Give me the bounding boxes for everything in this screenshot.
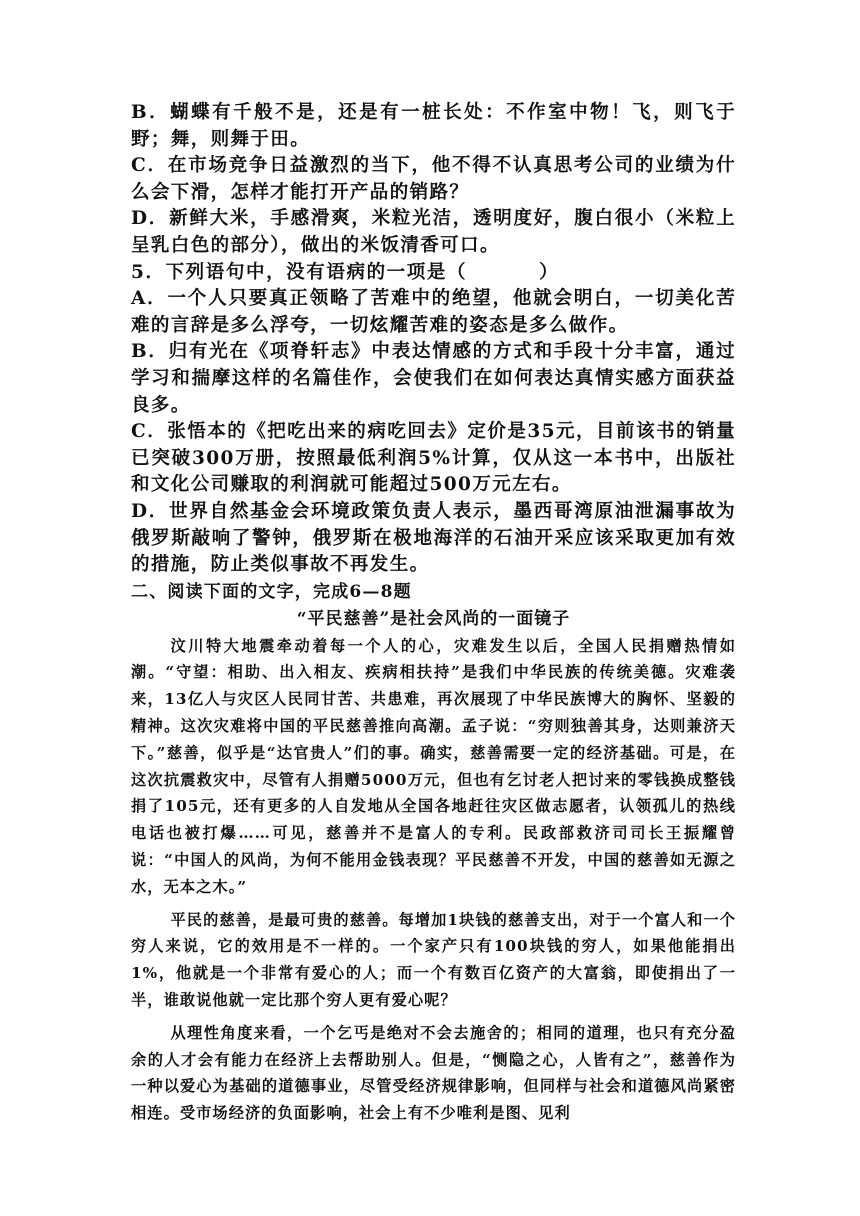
question-block — [131, 100, 736, 579]
q5-option-c: C．张悟本的《把吃出来的病吃回去》定价是35元，目前该书的销量已突破300万册，按照最低利润5%计算，仅从这一本书中，出版社和文化公司赚取的利润就可能超过500万元左右。 — [131, 421, 736, 496]
essay-paragraph: 从理性角度来看，一个乞丐是绝对不会去施舍的；相同的道理，也只有充分盈余的人才会有能力在经济上去帮助别人。但是，“恻隐之心，人皆有之”，慈善作为一种以爱心为基础的道德事业，尽管受经济规律影响，但同样与社会和道德风尚紧密相连。受市场经济的负面影响，社会上有不少唯利是图、见利 — [131, 1023, 736, 1123]
q5-option-d: D．世界自然基金会环境政策负责人表示，墨西哥湾原油泄漏事故为俄罗斯敲响了警钟，俄罗斯在极地海洋的石油开采应该采取更加有效的措施，防止类似事故不再发生。 — [131, 500, 736, 576]
essay-body — [131, 633, 736, 1127]
q5-stem-suffix: ） — [539, 261, 560, 283]
q5-option-b: B．归有光在《项脊轩志》中表达情感的方式和手段十分丰富，通过学习和揣摩这样的名篇佳作，会使我们在如何表达真情实感方面获益良多。 — [131, 341, 736, 416]
section-heading: 二、阅读下面的文字，完成6—8题 — [131, 581, 412, 602]
essay-paragraph: 汶川特大地震牵动着每一个人的心，灾难发生以后，全国人民捐赠热情如潮。“守望：相助、出入相友、疾病相扶持”是我们中华民族的传统美德。灾难袭来，13亿人与灾区人民同甘苦、共患难，再次展现了中华民族博大的胸怀、坚毅的精神。这次灾难将中国的平民慈善推向高潮。孟子说：“穷则独善其身，达则兼济天下。”慈善，似乎是“达官贵人”们的事。确实，慈善需要一定的经济基础。可是，在这次抗震救灾中，尽管有人捐赠5000万元，但也有乞讨老人把讨来的零钱换成整钱捐了105元，还有更多的人自发地从全国各地赶往灾区做志愿者，认领孤儿的热线电话也被打爆……可见，慈善并不是富人的专利。民政部救济司司长王振耀曾说：“中国人的风尚，为何不能用金钱表现？平民慈善不开发，中国的慈善如无源之水，无本之木。” — [131, 636, 736, 896]
essay-paragraph: 平民的慈善，是最可贵的慈善。每增加1块钱的慈善支出，对于一个富人和一个穷人来说，它的效用是不一样的。一个家产只有100块钱的穷人，如果他能捐出1%，他就是一个非常有爱心的人；而一个有数百亿资产的大富翁，即使捐出了一半，谁敢说他就一定比那个穷人更有爱心呢？ — [131, 910, 736, 1010]
q5-stem-prefix: 5．下列语句中，没有语病的一项是（ — [131, 261, 468, 283]
q5-option-a: A．一个人只要真正领略了苦难中的绝望，他就会明白，一切美化苦难的言辞是多么浮夸，一切炫耀苦难的姿态是多么做作。 — [131, 288, 736, 336]
q4-option-c: C．在市场竞争日益激烈的当下，他不得不认真思考公司的业绩为什么会下滑，怎样才能打开产品的销路？ — [131, 155, 736, 203]
essay-title: “平民慈善”是社会风尚的一面镜子 — [296, 608, 571, 629]
q4-option-b: B．蝴蝶有千般不是，还是有一桩长处：不作室中物！飞，则飞于野；舞，则舞于田。 — [131, 102, 736, 150]
q5-stem — [131, 260, 736, 287]
page-content — [131, 100, 736, 1127]
q4-option-d: D．新鲜大米，手感滑爽，米粒光洁，透明度好，腹白很小（米粒上呈乳白色的部分），做出的米饭清香可口。 — [131, 208, 736, 256]
